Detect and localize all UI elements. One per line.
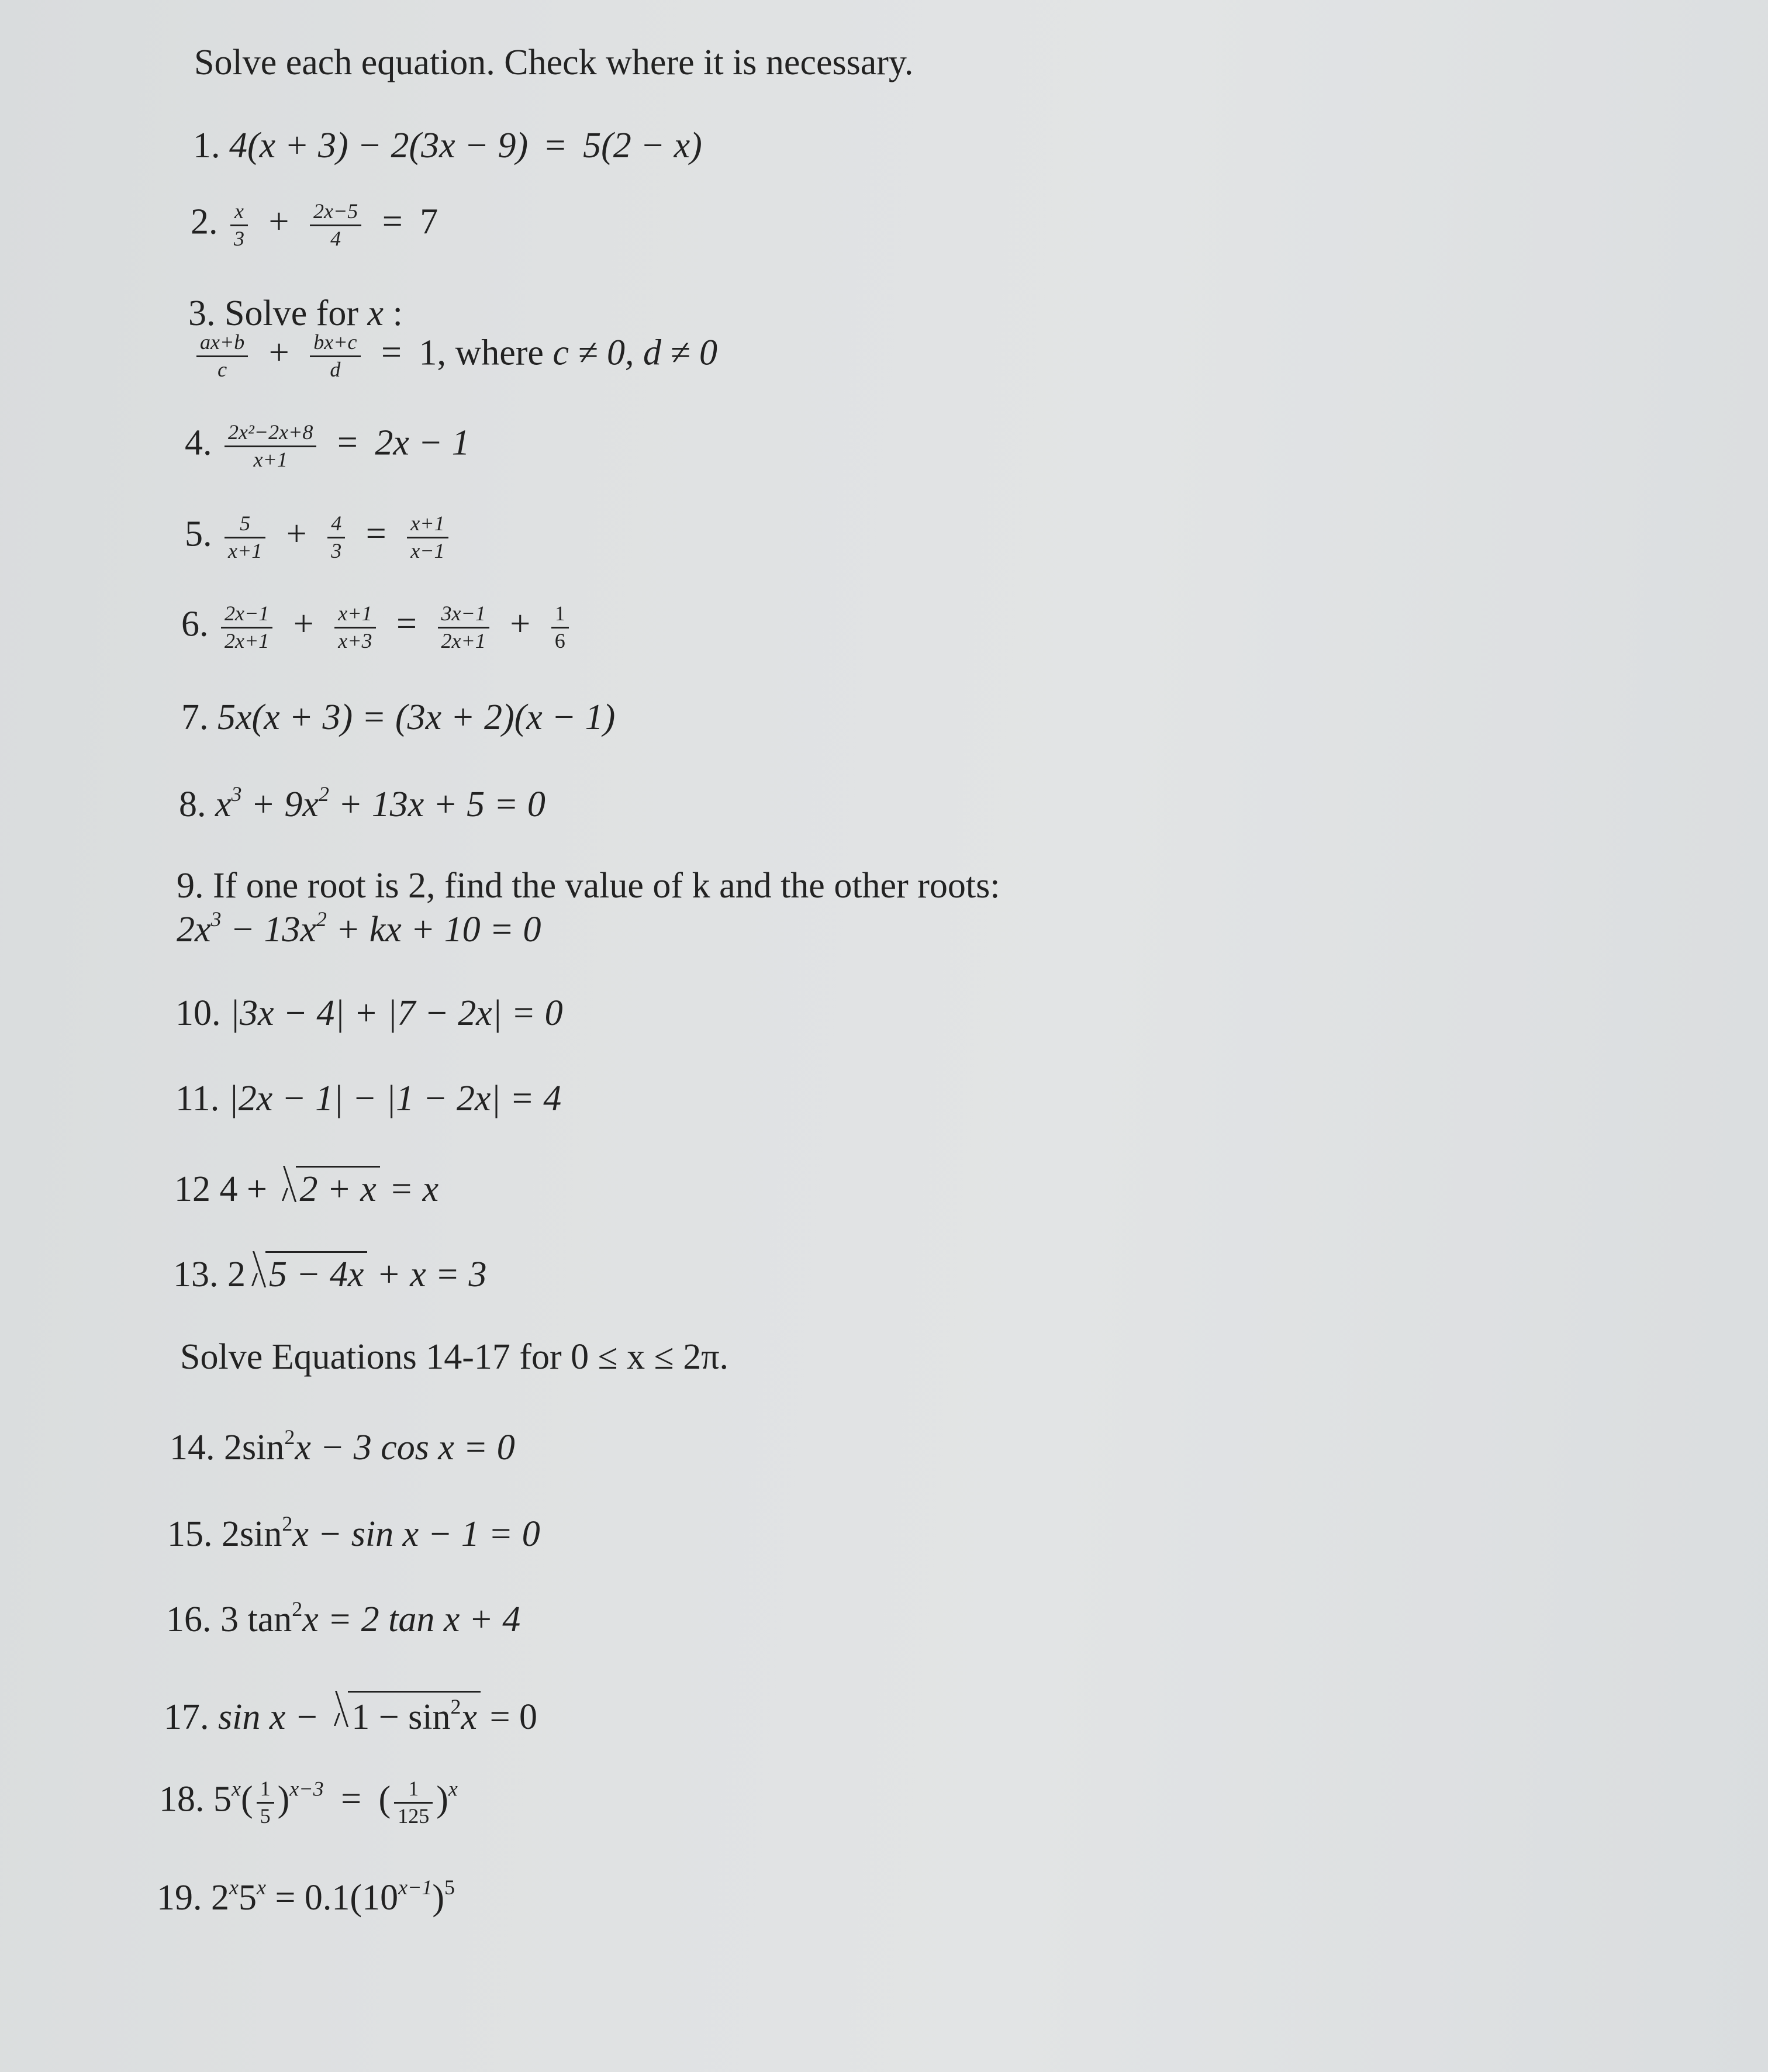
radicand — [348, 1691, 481, 1735]
problem-9-text — [177, 868, 1000, 904]
numerator: x+1 — [407, 512, 448, 538]
fraction — [225, 512, 265, 562]
colon: : — [392, 293, 403, 333]
problem-9-equation — [177, 909, 541, 948]
equals-sign: = — [382, 202, 403, 242]
fraction — [230, 200, 248, 250]
problem-12 — [174, 1166, 438, 1207]
denominator: 2x+1 — [225, 628, 270, 652]
numerator: 1 — [257, 1777, 274, 1804]
problem-17 — [164, 1691, 537, 1735]
numerator: x — [230, 200, 248, 226]
exponent: x−3 — [289, 1777, 324, 1801]
exponent: 2 — [318, 782, 329, 806]
term: 2sin — [222, 1514, 282, 1554]
equation-rhs: 1, where — [419, 333, 544, 373]
term: 3 tan — [220, 1600, 292, 1639]
problem-3-equation — [193, 331, 717, 381]
base: 5 — [213, 1779, 232, 1819]
variable: x — [367, 293, 384, 333]
problem-10 — [175, 995, 563, 1031]
problem-number: 3. — [188, 293, 216, 333]
problem-number: 6. — [181, 604, 209, 644]
problem-number: 4. — [185, 423, 212, 463]
problem-18: 18. 5$^x$( $\frac{1}{5}$ )$^{x-3}$ = ( $\frac{1}{125}$ )$^x$ — [159, 1777, 458, 1828]
equation: |2x − 1| − |1 − 2x| = 4 — [228, 1079, 562, 1118]
exponent: x−1 — [398, 1876, 433, 1899]
plus-sign: + — [286, 514, 307, 554]
term: sin x − — [218, 1697, 319, 1737]
section-text: Solve Equations 14-17 for 0 ≤ x ≤ 2π. — [180, 1337, 728, 1377]
plus-sign: + — [510, 604, 531, 644]
term: + 9x — [241, 785, 319, 824]
term: ) — [432, 1878, 445, 1918]
fraction — [310, 331, 360, 381]
equation: 5x(x + 3) = (3x + 2)(x − 1) — [217, 697, 616, 737]
term: 2sin — [224, 1428, 285, 1467]
fraction — [551, 602, 569, 652]
equals-sign: = — [381, 333, 402, 373]
problem-number: 15. — [167, 1514, 213, 1554]
problem-8 — [179, 783, 545, 823]
equation-rhs: = x — [389, 1169, 439, 1209]
equation-rhs: + x = 3 — [376, 1255, 487, 1294]
exponent: x — [256, 1876, 266, 1899]
denominator: 125 — [398, 1804, 430, 1828]
equals-sign: = — [396, 604, 417, 644]
numerator: 2x−1 — [221, 602, 272, 628]
problem-1 — [193, 127, 702, 164]
square-root — [276, 1166, 379, 1207]
plus-sign: + — [268, 333, 289, 373]
problem-4 — [185, 421, 470, 471]
problem-number: 1. — [193, 126, 220, 165]
equation-rhs: 7 — [420, 202, 438, 242]
exponent: 3 — [231, 782, 242, 806]
term: = 0.1(10 — [265, 1878, 399, 1918]
radicand: 2 + x — [296, 1166, 379, 1207]
problem-number: 17. — [164, 1697, 209, 1737]
numerator: 4 — [327, 512, 345, 538]
problem-6 — [181, 602, 572, 652]
numerator: 2x−5 — [310, 200, 361, 226]
square-root — [328, 1691, 481, 1735]
problem-14 — [170, 1427, 515, 1466]
fraction — [310, 200, 361, 250]
fraction — [394, 1777, 433, 1828]
base: 2 — [211, 1878, 229, 1918]
fraction — [327, 512, 345, 562]
equation-rhs: 2x − 1 — [375, 423, 470, 463]
equals-sign: = — [545, 126, 566, 165]
exponent: 2 — [284, 1425, 295, 1449]
exponent: 2 — [282, 1512, 293, 1535]
problem-number: 10. — [175, 993, 221, 1033]
problem-13 — [173, 1251, 487, 1293]
equation-rhs: = 0 — [489, 1697, 538, 1737]
numerator: 1 — [551, 602, 569, 628]
denominator: x−1 — [410, 538, 445, 562]
numerator: 1 — [394, 1777, 433, 1804]
equation — [215, 782, 545, 824]
equals-sign: = — [341, 1779, 362, 1819]
denominator: 4 — [330, 226, 341, 250]
problem-number: 13. — [173, 1255, 219, 1294]
exponent: x — [232, 1777, 241, 1801]
fraction — [334, 602, 375, 652]
problem-11 — [175, 1080, 561, 1117]
problem-number: 16. — [166, 1600, 212, 1639]
radicand: 5 − 4x — [265, 1251, 367, 1293]
term: x = 2 tan x + 4 — [302, 1600, 521, 1639]
problem-2 — [191, 200, 438, 250]
term: x − sin x − 1 = 0 — [292, 1514, 540, 1554]
exponent: 3 — [210, 907, 222, 931]
denominator: 6 — [554, 628, 565, 652]
problem-number: 14. — [170, 1428, 215, 1467]
denominator: 2x+1 — [441, 628, 486, 652]
exponent: 2 — [450, 1695, 461, 1718]
fraction — [196, 331, 248, 381]
numerator: 2x²−2x+8 — [225, 421, 316, 447]
term: + 13x + 5 = 0 — [329, 785, 545, 824]
problem-19 — [157, 1877, 455, 1916]
base: 5 — [238, 1878, 257, 1918]
term: x — [215, 785, 232, 824]
term: 1 − sin — [351, 1697, 451, 1737]
denominator: c — [217, 357, 227, 381]
denominator: 5 — [260, 1804, 271, 1828]
problem-number: 2. — [191, 202, 218, 242]
numerator: bx+c — [310, 331, 360, 357]
denominator: d — [330, 357, 341, 381]
problem-7 — [181, 699, 615, 735]
coefficient: 2 — [227, 1255, 246, 1294]
equation-lhs: 4 + — [219, 1169, 267, 1209]
term: + kx + 10 = 0 — [326, 910, 541, 949]
term: 2x — [177, 910, 211, 949]
denominator: 3 — [331, 538, 342, 562]
fraction — [407, 512, 448, 562]
equation-rhs: 5(2 − x) — [583, 126, 702, 165]
problem-number: 12 — [174, 1169, 210, 1209]
problem-text: If one root is 2, find the value of k and the other roots: — [213, 866, 1000, 906]
term: x — [461, 1697, 478, 1737]
equals-sign: = — [365, 514, 386, 554]
problem-number: 8. — [179, 785, 206, 824]
numerator: 3x−1 — [438, 602, 489, 628]
problem-number: 11. — [175, 1079, 220, 1118]
problem-number: 18. — [159, 1779, 205, 1819]
denominator: 3 — [234, 226, 244, 250]
problem-number: 5. — [185, 514, 212, 554]
term: − 13x — [221, 910, 316, 949]
exponent: x — [448, 1777, 458, 1801]
fraction — [221, 602, 272, 652]
problem-15 — [167, 1513, 540, 1552]
denominator: x+1 — [228, 538, 263, 562]
problem-5 — [185, 512, 452, 562]
exponent: 2 — [292, 1597, 303, 1621]
equation — [177, 907, 541, 949]
exponent: x — [229, 1876, 239, 1899]
fraction — [438, 602, 489, 652]
equation: |3x − 4| + |7 − 2x| = 0 — [230, 993, 563, 1033]
instructions-text: Solve each equation. Check where it is necessary. — [194, 43, 914, 82]
problem-number: 9. — [177, 866, 204, 906]
plus-sign: + — [293, 604, 314, 644]
section-heading — [180, 1339, 728, 1375]
fraction — [225, 421, 316, 471]
numerator: ax+b — [196, 331, 248, 357]
problem-16 — [166, 1598, 520, 1638]
condition: c ≠ 0, d ≠ 0 — [552, 333, 718, 373]
plus-sign: + — [268, 202, 289, 242]
problem-3-title — [188, 295, 403, 331]
instructions — [194, 44, 913, 81]
square-root — [246, 1251, 367, 1293]
equation-lhs: 4(x + 3) − 2(3x − 9) — [229, 126, 529, 165]
term: x − 3 cos x = 0 — [295, 1428, 515, 1467]
equals-sign: = — [337, 423, 358, 463]
fraction — [257, 1777, 274, 1828]
exponent: 2 — [316, 907, 327, 931]
denominator: x+3 — [338, 628, 372, 652]
numerator: x+1 — [334, 602, 375, 628]
exponent: 5 — [444, 1876, 455, 1899]
problem-number: 19. — [157, 1878, 202, 1918]
denominator: x+1 — [253, 447, 288, 471]
numerator: 5 — [225, 512, 265, 538]
problem-text: Solve for — [225, 293, 359, 333]
problem-number: 7. — [181, 697, 209, 737]
